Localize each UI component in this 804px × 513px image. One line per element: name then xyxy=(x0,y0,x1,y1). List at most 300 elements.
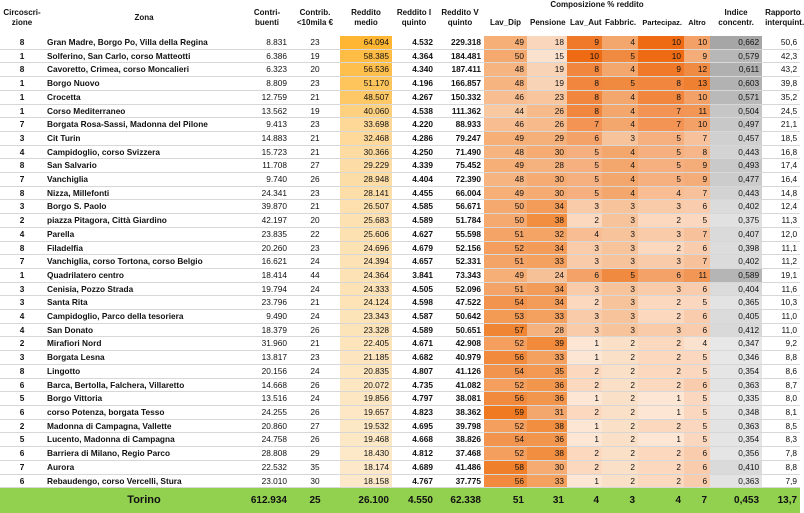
total-contrib10: 25 xyxy=(290,488,340,513)
cell-altro: 5 xyxy=(684,296,710,310)
total-rapporto: 13,7 xyxy=(762,488,800,513)
cell-fabbric: 2 xyxy=(602,351,638,365)
cell-circ: 8 xyxy=(19,365,25,376)
cell-lav-aut: 9 xyxy=(567,36,602,49)
cell-pensione: 30 xyxy=(527,186,567,200)
cell-altro: 10 xyxy=(684,118,710,132)
cell-lav-aut: 2 xyxy=(567,405,602,419)
cell-q5: 111.362 xyxy=(451,105,481,116)
cell-contrib10: 26 xyxy=(310,324,320,335)
cell-rapporto: 8,5 xyxy=(785,420,798,431)
cell-contrib10: 24 xyxy=(310,365,320,376)
cell-fabbric: 2 xyxy=(602,405,638,419)
table-row xyxy=(0,118,800,132)
cell-lav-dip: 56 xyxy=(484,392,527,406)
cell-contribuenti: 31.960 xyxy=(261,338,287,349)
cell-reddito-medio: 19.657 xyxy=(340,405,392,419)
header-rapporto: Rapporto interquint. xyxy=(765,8,804,27)
cell-altro: 11 xyxy=(684,104,710,118)
cell-partecip: 5 xyxy=(638,159,684,173)
cell-indice: 0,443 xyxy=(710,145,762,159)
cell-q5: 184.481 xyxy=(451,50,481,61)
cell-contribuenti: 16.621 xyxy=(261,256,287,267)
header-contribuenti: Contri-buenti xyxy=(253,8,281,27)
total-pensione: 31 xyxy=(527,488,567,513)
cell-pensione: 30 xyxy=(527,173,567,187)
cell-q1: 4.585 xyxy=(412,201,433,212)
cell-indice: 0,457 xyxy=(710,131,762,145)
cell-contribuenti: 28.808 xyxy=(261,448,287,459)
cell-altro: 5 xyxy=(684,433,710,447)
cell-partecip: 1 xyxy=(638,405,684,419)
header-partecip-altro xyxy=(638,10,710,36)
cell-indice: 0,356 xyxy=(710,447,762,461)
cell-contrib10: 21 xyxy=(310,132,320,143)
cell-partecip: 3 xyxy=(638,255,684,269)
cell-lav-dip: 56 xyxy=(484,351,527,365)
cell-contribuenti: 20.156 xyxy=(261,365,287,376)
cell-contrib10: 26 xyxy=(310,174,320,185)
cell-partecip: 10 xyxy=(638,36,684,49)
total-lav-dip: 51 xyxy=(484,488,527,513)
cell-q1: 4.532 xyxy=(412,37,433,47)
cell-q1: 4.807 xyxy=(412,365,433,376)
cell-zona: Vanchiglia, corso Tortona, corso Belgio xyxy=(47,256,203,267)
cell-contribuenti: 13.817 xyxy=(261,352,287,363)
header-partecip: Partecipaz. xyxy=(642,18,682,27)
cell-lav-aut: 3 xyxy=(567,282,602,296)
cell-partecip: 2 xyxy=(638,310,684,324)
cell-partecip: 4 xyxy=(638,186,684,200)
cell-contrib10: 24 xyxy=(310,393,320,404)
cell-q1: 4.589 xyxy=(412,215,433,226)
cell-fabbric: 3 xyxy=(602,323,638,337)
cell-rapporto: 39,8 xyxy=(780,78,798,89)
cell-pensione: 30 xyxy=(527,145,567,159)
cell-zona: Mirafiori Nord xyxy=(47,338,102,349)
cell-indice: 0,363 xyxy=(710,419,762,433)
cell-contrib10: 22 xyxy=(310,228,320,239)
cell-circ: 7 xyxy=(19,461,25,472)
cell-q5: 41.082 xyxy=(455,379,481,390)
cell-zona: Borgata Lesna xyxy=(47,352,105,363)
cell-reddito-medio: 24.124 xyxy=(340,296,392,310)
table-row xyxy=(0,460,800,474)
cell-contrib10: 44 xyxy=(310,269,320,280)
cell-zona: Lucento, Madonna di Campagna xyxy=(47,434,175,445)
cell-pensione: 34 xyxy=(527,200,567,214)
cell-reddito-medio: 22.405 xyxy=(340,337,392,351)
cell-altro: 6 xyxy=(684,378,710,392)
cell-lav-dip: 49 xyxy=(484,268,527,282)
cell-partecip: 2 xyxy=(638,460,684,474)
cell-lav-aut: 1 xyxy=(567,337,602,351)
cell-q5: 37.468 xyxy=(455,448,481,459)
cell-q1: 4.196 xyxy=(412,78,433,89)
cell-altro: 5 xyxy=(684,214,710,228)
cell-lav-dip: 51 xyxy=(484,255,527,269)
cell-lav-aut: 1 xyxy=(567,351,602,365)
cell-altro: 6 xyxy=(684,460,710,474)
cell-contribuenti: 9.740 xyxy=(266,174,287,185)
cell-lav-dip: 58 xyxy=(484,460,527,474)
cell-pensione: 34 xyxy=(527,282,567,296)
cell-zona: Lingotto xyxy=(47,365,81,376)
cell-q5: 75.452 xyxy=(455,160,481,171)
cell-lav-dip: 54 xyxy=(484,364,527,378)
header-lav-dip: Lav_Dip xyxy=(489,18,522,27)
cell-q5: 150.332 xyxy=(451,91,481,102)
table-row xyxy=(0,447,800,461)
cell-rapporto: 8,8 xyxy=(785,352,798,363)
cell-contrib10: 19 xyxy=(310,105,320,116)
cell-altro: 13 xyxy=(684,77,710,91)
table-row xyxy=(0,364,800,378)
cell-q1: 4.364 xyxy=(412,50,433,61)
cell-zona: Gran Madre, Borgo Po, Villa della Regina xyxy=(47,37,208,47)
cell-lav-aut: 1 xyxy=(567,392,602,406)
cell-contribuenti: 13.562 xyxy=(261,105,287,116)
table-row xyxy=(0,173,800,187)
cell-q5: 40.979 xyxy=(455,352,481,363)
cell-q5: 47.522 xyxy=(455,297,481,308)
cell-reddito-medio: 19.468 xyxy=(340,433,392,447)
cell-pensione: 36 xyxy=(527,378,567,392)
cell-rapporto: 14,8 xyxy=(780,187,798,198)
cell-q5: 66.004 xyxy=(455,187,481,198)
cell-rapporto: 11,6 xyxy=(781,283,798,294)
cell-altro: 6 xyxy=(684,241,710,255)
cell-lav-aut: 2 xyxy=(567,447,602,461)
cell-reddito-medio: 64.094 xyxy=(340,36,392,49)
cell-zona: Borgo Vittoria xyxy=(47,393,103,404)
table-row xyxy=(0,310,800,324)
cell-q5: 88.933 xyxy=(455,119,481,130)
cell-q5: 229.318 xyxy=(451,37,481,47)
cell-lav-aut: 1 xyxy=(567,419,602,433)
cell-fabbric: 4 xyxy=(602,90,638,104)
cell-rapporto: 7,8 xyxy=(785,448,798,459)
cell-circ: 3 xyxy=(19,132,25,143)
cell-indice: 0,603 xyxy=(710,77,762,91)
cell-rapporto: 21,1 xyxy=(780,119,798,130)
table-row xyxy=(0,104,800,118)
table-row xyxy=(0,49,800,63)
cell-rapporto: 11,2 xyxy=(781,256,798,267)
cell-circ: 2 xyxy=(19,215,25,226)
cell-lav-aut: 2 xyxy=(567,378,602,392)
cell-fabbric: 5 xyxy=(602,77,638,91)
cell-partecip: 5 xyxy=(638,145,684,159)
cell-rapporto: 16,8 xyxy=(780,146,798,157)
cell-circ: 5 xyxy=(19,434,25,445)
cell-rapporto: 42,3 xyxy=(780,50,798,61)
cell-altro: 6 xyxy=(684,474,710,488)
cell-lav-aut: 1 xyxy=(567,474,602,488)
cell-lav-dip: 44 xyxy=(484,104,527,118)
cell-lav-dip: 50 xyxy=(484,214,527,228)
cell-contrib10: 21 xyxy=(310,146,320,157)
cell-q1: 3.841 xyxy=(412,269,433,280)
cell-zona: San Salvario xyxy=(47,160,97,171)
cell-zona: corso Potenza, borgata Tesso xyxy=(47,406,165,417)
cell-lav-aut: 2 xyxy=(567,460,602,474)
cell-reddito-medio: 29.229 xyxy=(340,159,392,173)
cell-contribuenti: 23.835 xyxy=(261,228,287,239)
cell-indice: 0,493 xyxy=(710,159,762,173)
cell-q5: 166.857 xyxy=(451,78,481,89)
total-q1: 4.550 xyxy=(392,488,436,513)
cell-altro: 6 xyxy=(684,323,710,337)
cell-lav-dip: 48 xyxy=(484,63,527,77)
cell-lav-aut: 8 xyxy=(567,77,602,91)
cell-q1: 4.455 xyxy=(412,187,433,198)
cell-zona: Santa Rita xyxy=(47,297,88,308)
cell-lav-aut: 5 xyxy=(567,145,602,159)
cell-rapporto: 11,0 xyxy=(781,311,798,322)
cell-indice: 0,402 xyxy=(710,255,762,269)
cell-partecip: 3 xyxy=(638,227,684,241)
cell-altro: 9 xyxy=(684,49,710,63)
cell-lav-dip: 53 xyxy=(484,310,527,324)
cell-pensione: 19 xyxy=(527,77,567,91)
cell-zona: Campidoglio, Parco della tesoriera xyxy=(47,311,184,322)
total-fabbric: 3 xyxy=(602,488,638,513)
cell-contrib10: 35 xyxy=(310,461,320,472)
cell-lav-aut: 6 xyxy=(567,268,602,282)
cell-lav-dip: 56 xyxy=(484,474,527,488)
cell-q5: 50.651 xyxy=(455,324,481,335)
cell-partecip: 2 xyxy=(638,447,684,461)
cell-indice: 0,579 xyxy=(710,49,762,63)
cell-partecip: 6 xyxy=(638,268,684,282)
cell-lav-aut: 3 xyxy=(567,241,602,255)
cell-zona: Cenisia, Pozzo Strada xyxy=(47,283,134,294)
cell-lav-dip: 48 xyxy=(484,77,527,91)
cell-indice: 0,504 xyxy=(710,104,762,118)
cell-circ: 7 xyxy=(19,174,25,185)
cell-circ: 5 xyxy=(19,393,25,404)
header-fabbric: Fabbric. xyxy=(605,18,637,27)
cell-reddito-medio: 25.683 xyxy=(340,214,392,228)
header-q1: Reddito I quinto xyxy=(396,8,432,27)
cell-circ: 6 xyxy=(19,406,25,417)
cell-pensione: 33 xyxy=(527,310,567,324)
table-row xyxy=(0,131,800,145)
cell-altro: 9 xyxy=(684,159,710,173)
table-row xyxy=(0,159,800,173)
table-row xyxy=(0,186,800,200)
table-row xyxy=(0,200,800,214)
cell-reddito-medio: 20.835 xyxy=(340,364,392,378)
cell-indice: 0,347 xyxy=(710,337,762,351)
cell-contrib10: 21 xyxy=(310,91,320,102)
cell-lav-dip: 52 xyxy=(484,447,527,461)
table-row xyxy=(0,241,800,255)
cell-altro: 8 xyxy=(684,145,710,159)
cell-partecip: 8 xyxy=(638,90,684,104)
cell-contrib10: 23 xyxy=(310,37,320,47)
cell-indice: 0,354 xyxy=(710,433,762,447)
table-row xyxy=(0,474,800,488)
cell-fabbric: 3 xyxy=(602,227,638,241)
cell-pensione: 38 xyxy=(527,214,567,228)
cell-q1: 4.689 xyxy=(412,461,433,472)
cell-reddito-medio: 58.385 xyxy=(340,49,392,63)
cell-q5: 41.126 xyxy=(455,365,481,376)
cell-fabbric: 4 xyxy=(602,63,638,77)
cell-circ: 3 xyxy=(19,201,25,212)
cell-fabbric: 4 xyxy=(602,145,638,159)
cell-lav-aut: 3 xyxy=(567,255,602,269)
cell-indice: 0,335 xyxy=(710,392,762,406)
cell-partecip: 10 xyxy=(638,49,684,63)
cell-fabbric: 3 xyxy=(602,296,638,310)
cell-contribuenti: 14.668 xyxy=(261,379,287,390)
cell-altro: 5 xyxy=(684,419,710,433)
cell-lav-aut: 2 xyxy=(567,364,602,378)
cell-circ: 8 xyxy=(19,160,25,171)
cell-partecip: 2 xyxy=(638,337,684,351)
cell-q1: 4.589 xyxy=(412,324,433,335)
cell-partecip: 5 xyxy=(638,131,684,145)
table-row xyxy=(0,36,800,49)
cell-contrib10: 23 xyxy=(310,187,320,198)
cell-contrib10: 29 xyxy=(310,448,320,459)
cell-reddito-medio: 21.185 xyxy=(340,351,392,365)
cell-zona: Borgo Nuovo xyxy=(47,78,100,89)
cell-contrib10: 26 xyxy=(310,406,320,417)
cell-indice: 0,375 xyxy=(710,214,762,228)
cell-lav-aut: 8 xyxy=(567,63,602,77)
cell-indice: 0,662 xyxy=(710,36,762,49)
cell-q1: 4.657 xyxy=(412,256,433,267)
cell-rapporto: 8,7 xyxy=(785,379,798,390)
cell-lav-dip: 54 xyxy=(484,296,527,310)
cell-indice: 0,354 xyxy=(710,364,762,378)
cell-lav-dip: 59 xyxy=(484,405,527,419)
cell-contrib10: 27 xyxy=(310,420,320,431)
cell-lav-dip: 49 xyxy=(484,131,527,145)
cell-pensione: 26 xyxy=(527,118,567,132)
table-row xyxy=(0,268,800,282)
cell-altro: 5 xyxy=(684,392,710,406)
cell-contrib10: 20 xyxy=(310,215,320,226)
cell-zona: Quadrilatero centro xyxy=(47,269,124,280)
cell-lav-aut: 10 xyxy=(567,49,602,63)
cell-q1: 4.797 xyxy=(412,393,433,404)
cell-circ: 4 xyxy=(19,146,25,157)
cell-pensione: 36 xyxy=(527,433,567,447)
cell-indice: 0,363 xyxy=(710,378,762,392)
cell-lav-aut: 2 xyxy=(567,214,602,228)
table-row xyxy=(0,255,800,269)
cell-rapporto: 9,2 xyxy=(785,338,798,349)
cell-q5: 37.775 xyxy=(455,475,481,486)
cell-reddito-medio: 25.606 xyxy=(340,227,392,241)
cell-circ: 2 xyxy=(19,338,25,349)
cell-contribuenti: 42.197 xyxy=(261,215,287,226)
cell-circ: 3 xyxy=(19,352,25,363)
cell-zona: Solferino, San Carlo, corso Matteotti xyxy=(47,50,191,61)
cell-contrib10: 21 xyxy=(310,338,320,349)
cell-partecip: 2 xyxy=(638,351,684,365)
cell-reddito-medio: 30.366 xyxy=(340,145,392,159)
cell-q1: 4.671 xyxy=(412,338,433,349)
cell-contribuenti: 24.758 xyxy=(261,434,287,445)
cell-fabbric: 2 xyxy=(602,474,638,488)
total-zona: Torino xyxy=(44,488,244,513)
cell-rapporto: 8,8 xyxy=(785,461,798,472)
cell-lav-dip: 57 xyxy=(484,323,527,337)
cell-circ: 1 xyxy=(19,105,25,116)
table-row xyxy=(0,337,800,351)
cell-circ: 4 xyxy=(19,228,25,239)
cell-lav-aut: 3 xyxy=(567,310,602,324)
cell-lav-dip: 49 xyxy=(484,159,527,173)
cell-reddito-medio: 24.364 xyxy=(340,268,392,282)
cell-q1: 4.767 xyxy=(412,475,433,486)
cell-q1: 4.340 xyxy=(412,64,433,75)
cell-q5: 72.390 xyxy=(455,174,481,185)
cell-lav-aut: 5 xyxy=(567,159,602,173)
cell-lav-dip: 54 xyxy=(484,433,527,447)
cell-q1: 4.627 xyxy=(412,228,433,239)
cell-contribuenti: 18.414 xyxy=(261,269,287,280)
cell-lav-dip: 52 xyxy=(484,378,527,392)
table-row xyxy=(0,351,800,365)
cell-altro: 6 xyxy=(684,200,710,214)
cell-reddito-medio: 33.698 xyxy=(340,118,392,132)
cell-zona: Campidoglio, corso Svizzera xyxy=(47,146,160,157)
cell-rapporto: 19,1 xyxy=(780,269,798,280)
cell-q1: 4.267 xyxy=(412,91,433,102)
cell-pensione: 26 xyxy=(527,104,567,118)
cell-indice: 0,477 xyxy=(710,173,762,187)
total-row xyxy=(0,488,800,513)
table-row xyxy=(0,378,800,392)
table-row xyxy=(0,90,800,104)
cell-indice: 0,346 xyxy=(710,351,762,365)
cell-altro: 5 xyxy=(684,405,710,419)
cell-contribuenti: 24.341 xyxy=(261,187,287,198)
cell-reddito-medio: 20.072 xyxy=(340,378,392,392)
cell-lav-dip: 51 xyxy=(484,227,527,241)
cell-fabbric: 4 xyxy=(602,118,638,132)
cell-pensione: 38 xyxy=(527,419,567,433)
cell-lav-dip: 46 xyxy=(484,118,527,132)
cell-circ: 7 xyxy=(19,119,25,130)
cell-zona: Corso Mediterraneo xyxy=(47,105,126,116)
cell-reddito-medio: 26.507 xyxy=(340,200,392,214)
cell-zona: Crocetta xyxy=(47,91,81,102)
cell-fabbric: 2 xyxy=(602,419,638,433)
cell-fabbric: 3 xyxy=(602,214,638,228)
table-row xyxy=(0,227,800,241)
cell-altro: 7 xyxy=(684,186,710,200)
cell-pensione: 31 xyxy=(527,405,567,419)
cell-reddito-medio: 18.430 xyxy=(340,447,392,461)
cell-fabbric: 2 xyxy=(602,447,638,461)
cell-contribuenti: 23.010 xyxy=(261,475,287,486)
cell-indice: 0,398 xyxy=(710,241,762,255)
cell-zona: Barca, Bertolla, Falchera, Villaretto xyxy=(47,379,185,390)
cell-lav-dip: 52 xyxy=(484,419,527,433)
cell-lav-aut: 4 xyxy=(567,227,602,241)
cell-q1: 4.598 xyxy=(412,297,433,308)
cell-pensione: 19 xyxy=(527,63,567,77)
cell-contrib10: 19 xyxy=(310,50,320,61)
